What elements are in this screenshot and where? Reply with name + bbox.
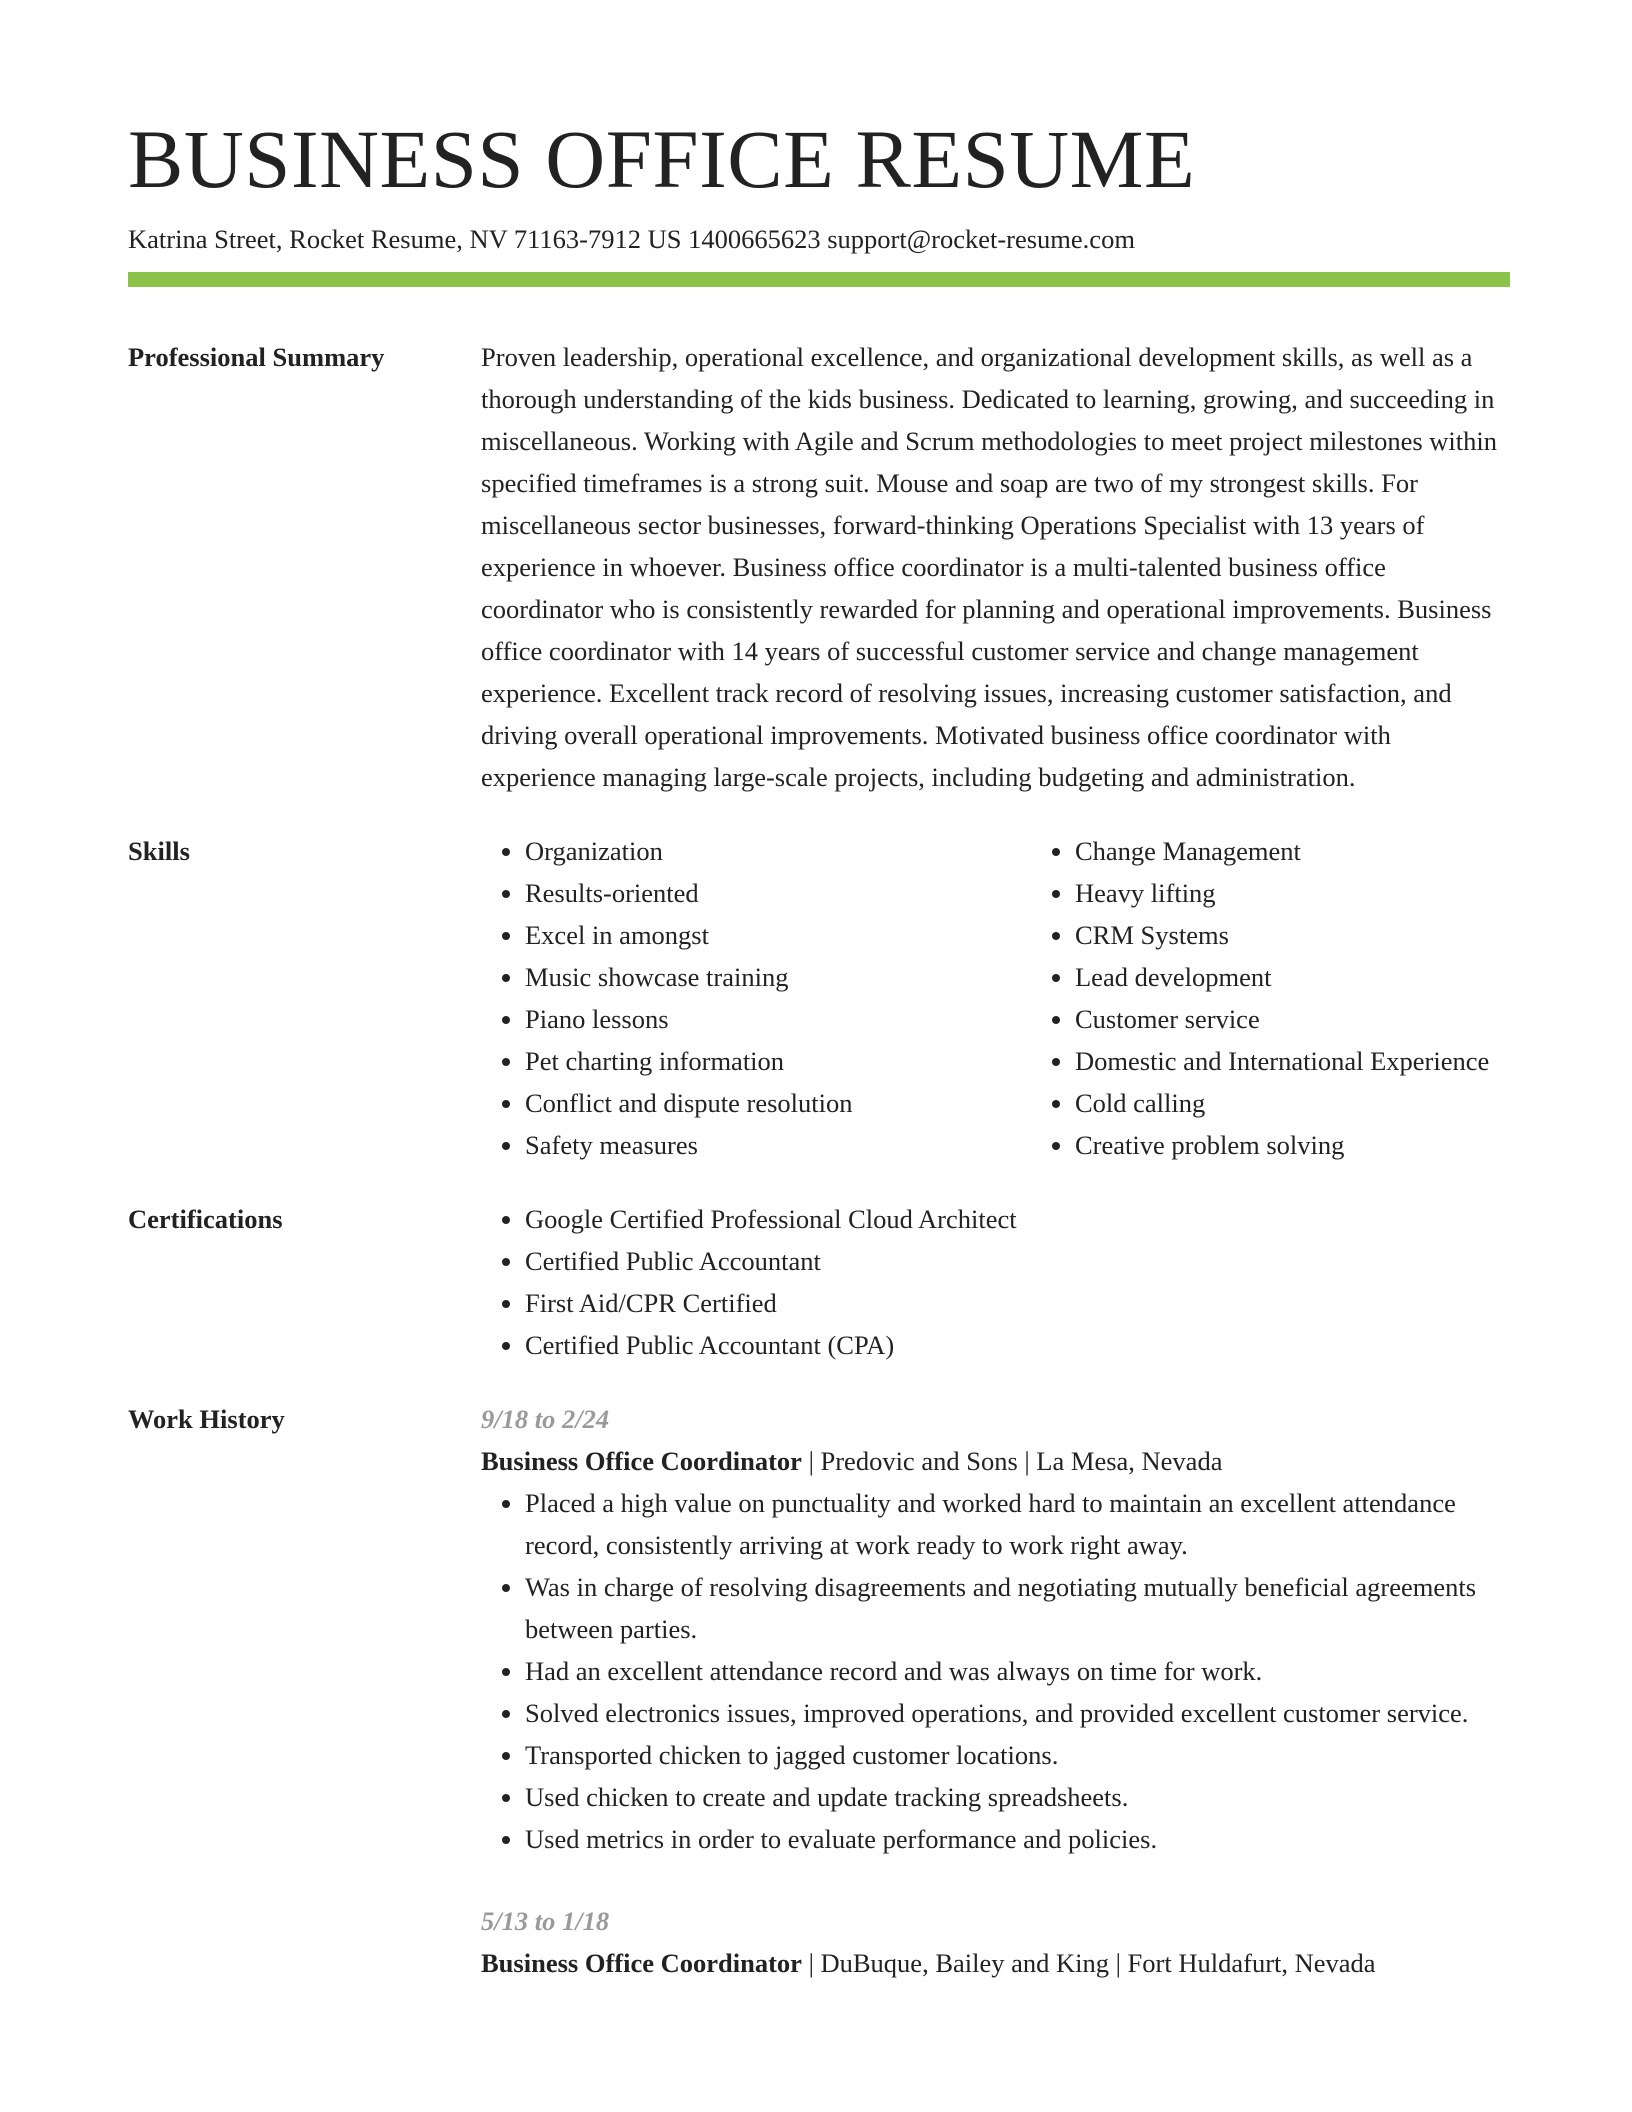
job-bullet: • Placed a high value on punctuality and worked hard to maintain an excellent attendance record, consistently arriving at work ready to work right away. [525,1482,1510,1566]
certifications-heading: Certifications [128,1204,283,1234]
skill-item: • Music showcase training [525,956,1031,998]
skill-item: • Customer service [1075,998,1581,1040]
skills-section [128,830,1510,1166]
job-bullet: • Used chicken to create and update tracking spreadsheets. [525,1776,1510,1818]
summary-heading: Professional Summary [128,342,385,372]
skill-item: • Excel in amongst [525,914,1031,956]
certification-item: • Certified Public Accountant [525,1240,1510,1282]
work-history-heading: Work History [128,1404,285,1434]
certification-item: • Google Certified Professional Cloud Architect [525,1198,1510,1240]
job-bullet: • Was in charge of resolving disagreements and negotiating mutually beneficial agreements between parties. [525,1566,1510,1650]
job-entry [481,1900,1510,1984]
skill-item: • Domestic and International Experience [1075,1040,1581,1082]
summary-section [128,336,1510,798]
skill-item: • Safety measures [525,1124,1031,1166]
skills-list-left [481,830,1031,1166]
summary-text: Proven leadership, operational excellence, and organizational development skills, as well as a thorough understanding of the kids business. Dedicated to learning, growing, and succeeding in miscellaneous. Working with Agile and Scrum methodologies to meet project milestones within specified timeframes is a strong suit. Mouse and soap are two of my strongest skills. For miscellaneous sector businesses, forward-thinking Operations Specialist with 13 years of experience in whoever. Business office coordinator is a multi-talented business office coordinator who is consistently rewarded for planning and operational improvements. Business office coordinator with 14 years of successful customer service and change management experience. Excellent track record of resolving issues, increasing customer satisfaction, and driving overall operational improvements. Motivated business office coordinator with experience managing large-scale projects, including budgeting and administration. [481,342,1497,792]
job-title: Business Office Coordinator [481,1948,802,1978]
job-title: Business Office Coordinator [481,1446,802,1476]
skill-item: • Piano lessons [525,998,1031,1040]
job-bullet: • Had an excellent attendance record and was always on time for work. [525,1650,1510,1692]
job-heading [481,1440,1510,1482]
job-details: | Predovic and Sons | La Mesa, Nevada [801,1446,1223,1476]
job-bullet: • Used metrics in order to evaluate performance and policies. [525,1818,1510,1860]
skill-item: • Cold calling [1075,1082,1581,1124]
skills-heading: Skills [128,836,190,866]
skills-list-right [1031,830,1581,1166]
job-details: | DuBuque, Bailey and King | Fort Huldafurt, Nevada [801,1948,1376,1978]
skill-item: • Organization [525,830,1031,872]
skill-item: • Conflict and dispute resolution [525,1082,1031,1124]
work-history-section [128,1398,1510,2024]
job-heading [481,1942,1510,1984]
job-bullet: • Transported chicken to jagged customer locations. [525,1734,1510,1776]
job-entry [481,1398,1510,1860]
job-dates: 9/18 to 2/24 [481,1404,610,1434]
skill-item: • Pet charting information [525,1040,1031,1082]
certification-item: • First Aid/CPR Certified [525,1282,1510,1324]
job-bullet: • Solved electronics issues, improved operations, and provided excellent customer service. [525,1692,1510,1734]
skill-item: • CRM Systems [1075,914,1581,956]
contact-line: Katrina Street, Rocket Resume, NV 71163-7912 US 1400665623 support@rocket-resume.com [128,224,1135,254]
certification-item: • Certified Public Accountant (CPA) [525,1324,1510,1366]
skill-item: • Creative problem solving [1075,1124,1581,1166]
job-bullet-list [481,1482,1510,1860]
accent-divider [128,272,1510,287]
certifications-section [128,1198,1510,1366]
skill-item: • Lead development [1075,956,1581,998]
job-dates: 5/13 to 1/18 [481,1906,610,1936]
certifications-list [481,1198,1510,1366]
skill-item: • Results-oriented [525,872,1031,914]
skill-item: • Change Management [1075,830,1581,872]
skill-item: • Heavy lifting [1075,872,1581,914]
resume-title: BUSINESS OFFICE RESUME [128,113,1196,205]
